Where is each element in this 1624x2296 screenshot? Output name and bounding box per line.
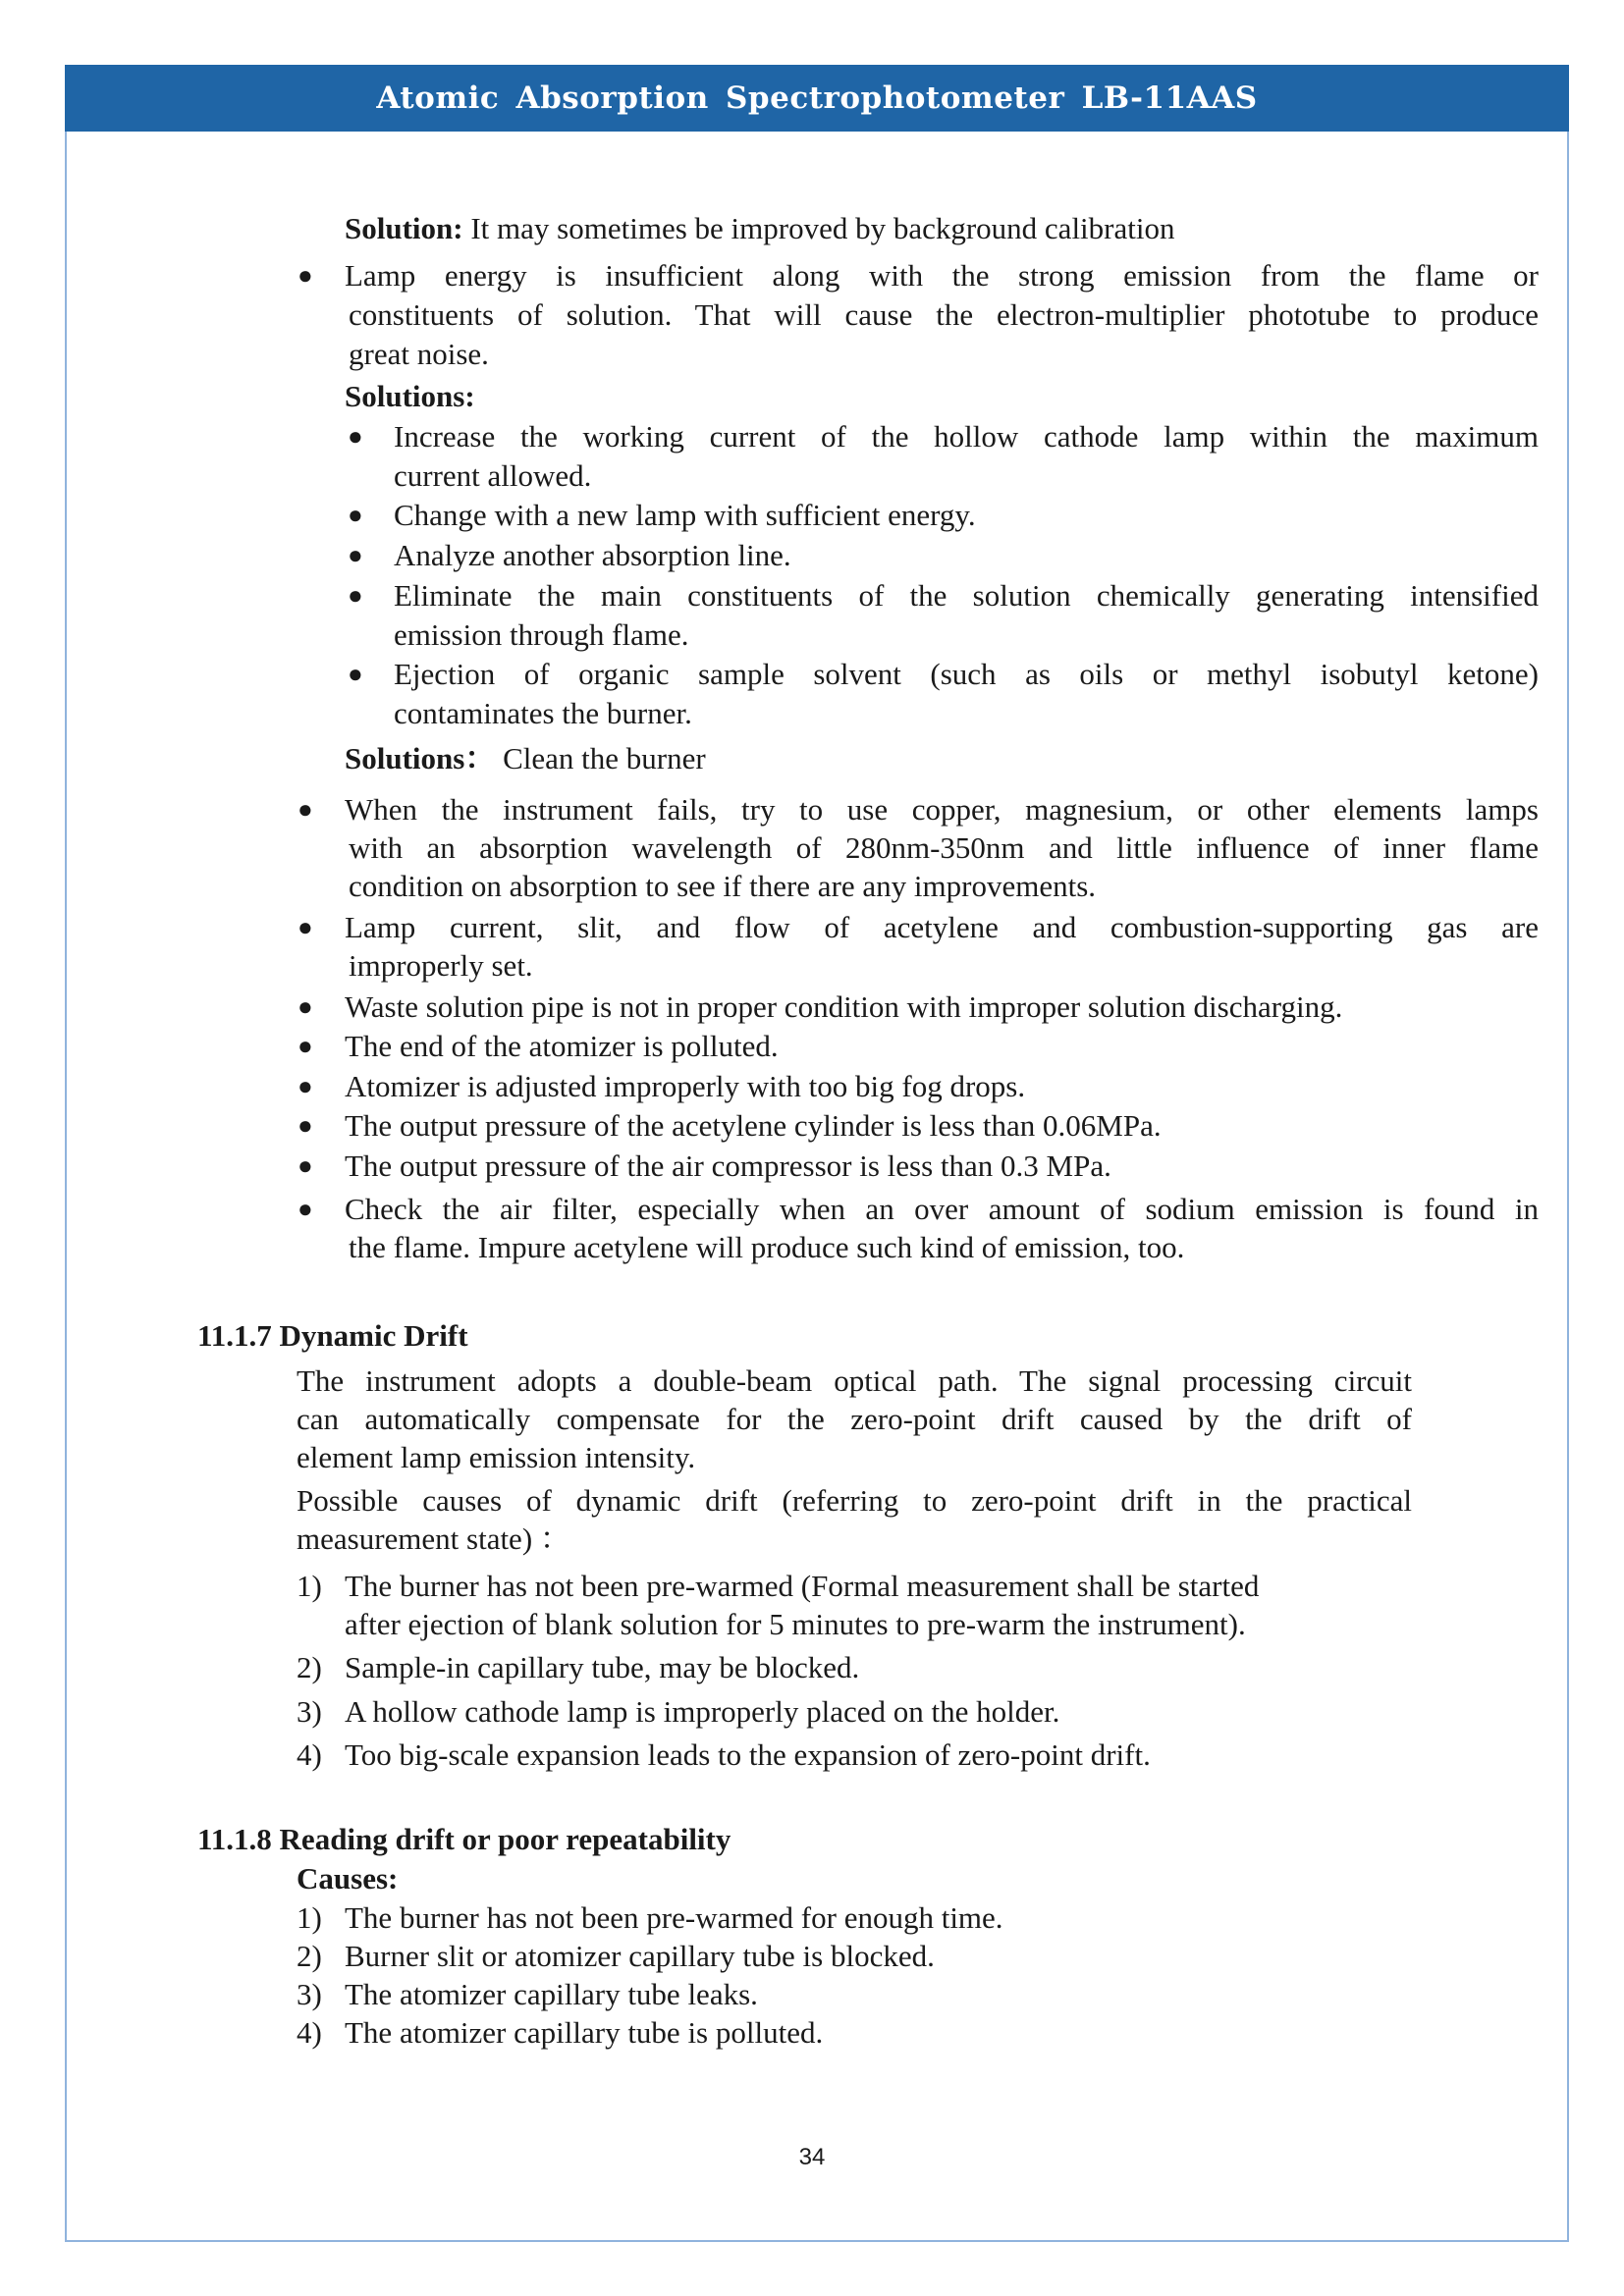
section-117-para1-line-3: element lamp emission intensity. bbox=[297, 1440, 696, 1474]
main-bullet-3: Waste solution pipe is not in proper condition with improper solution discharging. bbox=[345, 989, 1343, 1024]
main-bullet-6: The output pressure of the acetylene cylinder is less than 0.06MPa. bbox=[345, 1108, 1162, 1143]
bullet-icon: ● bbox=[348, 660, 363, 688]
section-117-item-3: A hollow cathode lamp is improperly placed on the holder. bbox=[345, 1694, 1060, 1729]
section-117-item-1-line-1: The burner has not been pre-warmed (Formal measurement shall be started bbox=[345, 1569, 1260, 1603]
bullet-lamp-line-3: great noise. bbox=[349, 337, 489, 371]
section-117-para1-line-1: The instrument adopts a double-beam optical path. The signal processing circuit bbox=[297, 1363, 1412, 1398]
section-118-item-1: The burner has not been pre-warmed for enough time. bbox=[345, 1900, 1003, 1935]
section-117-item-3-number: 3) bbox=[297, 1694, 322, 1729]
section-118-title: Reading drift or poor repeatability bbox=[271, 1822, 731, 1856]
main-bullet-1-line-1: When the instrument fails, try to use copper, magnesium, or other elements lamps bbox=[345, 792, 1539, 827]
solution-text: It may sometimes be improved by background calibration bbox=[462, 211, 1175, 245]
main-bullet-1-line-2: with an absorption wavelength of 280nm-350nm and little influence of inner flame bbox=[349, 830, 1539, 865]
section-117-item-4-number: 4) bbox=[297, 1737, 322, 1772]
section-118-item-1-number: 1) bbox=[297, 1900, 322, 1935]
solutions-clean-text: Clean the burner bbox=[495, 741, 706, 775]
bullet-icon: ● bbox=[298, 1111, 313, 1140]
section-118-item-2: Burner slit or atomizer capillary tube is blocked. bbox=[345, 1939, 935, 1973]
bullet-icon: ● bbox=[348, 501, 363, 529]
page-header-title: Atomic Absorption Spectrophotometer LB-11AAS bbox=[65, 65, 1569, 132]
main-bullet-2-line-1: Lamp current, slit, and flow of acetylene and combustion-supporting gas are bbox=[345, 910, 1539, 944]
solution-item-5-line-2: contaminates the burner. bbox=[394, 696, 692, 730]
page-number: 34 bbox=[798, 2144, 826, 2170]
bullet-icon: ● bbox=[298, 1151, 313, 1180]
section-118-item-3: The atomizer capillary tube leaks. bbox=[345, 1977, 758, 2011]
section-117-heading bbox=[197, 1316, 468, 1356]
solution-item-4-line-2: emission through flame. bbox=[394, 617, 689, 652]
bullet-icon: ● bbox=[298, 1072, 313, 1100]
solutions-clean-label: Solutions： bbox=[345, 741, 496, 775]
solution-item-2: Change with a new lamp with sufficient energy. bbox=[394, 498, 976, 532]
section-118-item-4-number: 4) bbox=[297, 2015, 322, 2050]
section-117-item-2: Sample-in capillary tube, may be blocked. bbox=[345, 1650, 860, 1684]
section-117-para1-line-2: can automatically compensate for the zero-point drift caused by the drift of bbox=[297, 1402, 1412, 1436]
section-117-item-1-line-2: after ejection of blank solution for 5 minutes to pre-warm the instrument). bbox=[345, 1607, 1246, 1641]
main-bullet-4: The end of the atomizer is polluted. bbox=[345, 1029, 779, 1063]
solution-item-4-line-1: Eliminate the main constituents of the solution chemically generating intensified bbox=[394, 578, 1539, 613]
section-117-item-2-number: 2) bbox=[297, 1650, 322, 1684]
bullet-icon: ● bbox=[348, 541, 363, 569]
main-bullet-1-line-3: condition on absorption to see if there are any improvements. bbox=[349, 869, 1097, 903]
section-118-item-4: The atomizer capillary tube is polluted. bbox=[345, 2015, 824, 2050]
main-bullet-8-line-1: Check the air filter, especially when an over amount of sodium emission is found in bbox=[345, 1192, 1539, 1226]
solution-item-1-line-1: Increase the working current of the hollow cathode lamp within the maximum bbox=[394, 419, 1539, 454]
bullet-icon: ● bbox=[298, 913, 313, 941]
bullet-icon: ● bbox=[348, 581, 363, 610]
main-bullet-7: The output pressure of the air compressor is less than 0.3 MPa. bbox=[345, 1148, 1111, 1183]
solutions-label: Solutions: bbox=[345, 379, 475, 413]
section-118-item-2-number: 2) bbox=[297, 1939, 322, 1973]
main-bullet-5: Atomizer is adjusted improperly with too big fog drops. bbox=[345, 1069, 1026, 1103]
bullet-icon: ● bbox=[298, 1195, 313, 1223]
section-118-number: 11.1.8 bbox=[197, 1822, 272, 1856]
section-118-causes-label: Causes: bbox=[297, 1861, 399, 1896]
bullet-lamp-line-1: Lamp energy is insufficient along with the strong emission from the flame or bbox=[345, 258, 1539, 293]
section-117-para2-line-1: Possible causes of dynamic drift (referring to zero-point drift in the practical bbox=[297, 1483, 1412, 1518]
solutions-clean-line bbox=[345, 739, 706, 778]
section-117-item-1-number: 1) bbox=[297, 1569, 322, 1603]
bullet-lamp-line-2: constituents of solution. That will cause the electron-multiplier phototube to produce bbox=[349, 297, 1539, 332]
solution-label: Solution: bbox=[345, 211, 463, 245]
solution-item-1-line-2: current allowed. bbox=[394, 458, 592, 493]
bullet-icon: ● bbox=[298, 261, 313, 290]
section-117-item-4: Too big-scale expansion leads to the expansion of zero-point drift. bbox=[345, 1737, 1151, 1772]
section-118-item-3-number: 3) bbox=[297, 1977, 322, 2011]
bullet-icon: ● bbox=[298, 795, 313, 824]
solution-item-5-line-1: Ejection of organic sample solvent (such as oils or methyl isobutyl ketone) bbox=[394, 657, 1539, 691]
section-118-heading bbox=[197, 1820, 731, 1859]
solution-item-3: Analyze another absorption line. bbox=[394, 538, 791, 572]
intro-solution-line bbox=[345, 209, 1174, 248]
section-117-title: Dynamic Drift bbox=[271, 1318, 468, 1353]
bullet-icon: ● bbox=[298, 1032, 313, 1060]
section-117-para2-line-2: measurement state) ： bbox=[297, 1522, 570, 1556]
main-bullet-8-line-2: the flame. Impure acetylene will produce such kind of emission, too. bbox=[349, 1230, 1185, 1264]
main-bullet-2-line-2: improperly set. bbox=[349, 948, 533, 983]
bullet-icon: ● bbox=[348, 422, 363, 451]
section-117-number: 11.1.7 bbox=[197, 1318, 272, 1353]
bullet-icon: ● bbox=[298, 992, 313, 1021]
